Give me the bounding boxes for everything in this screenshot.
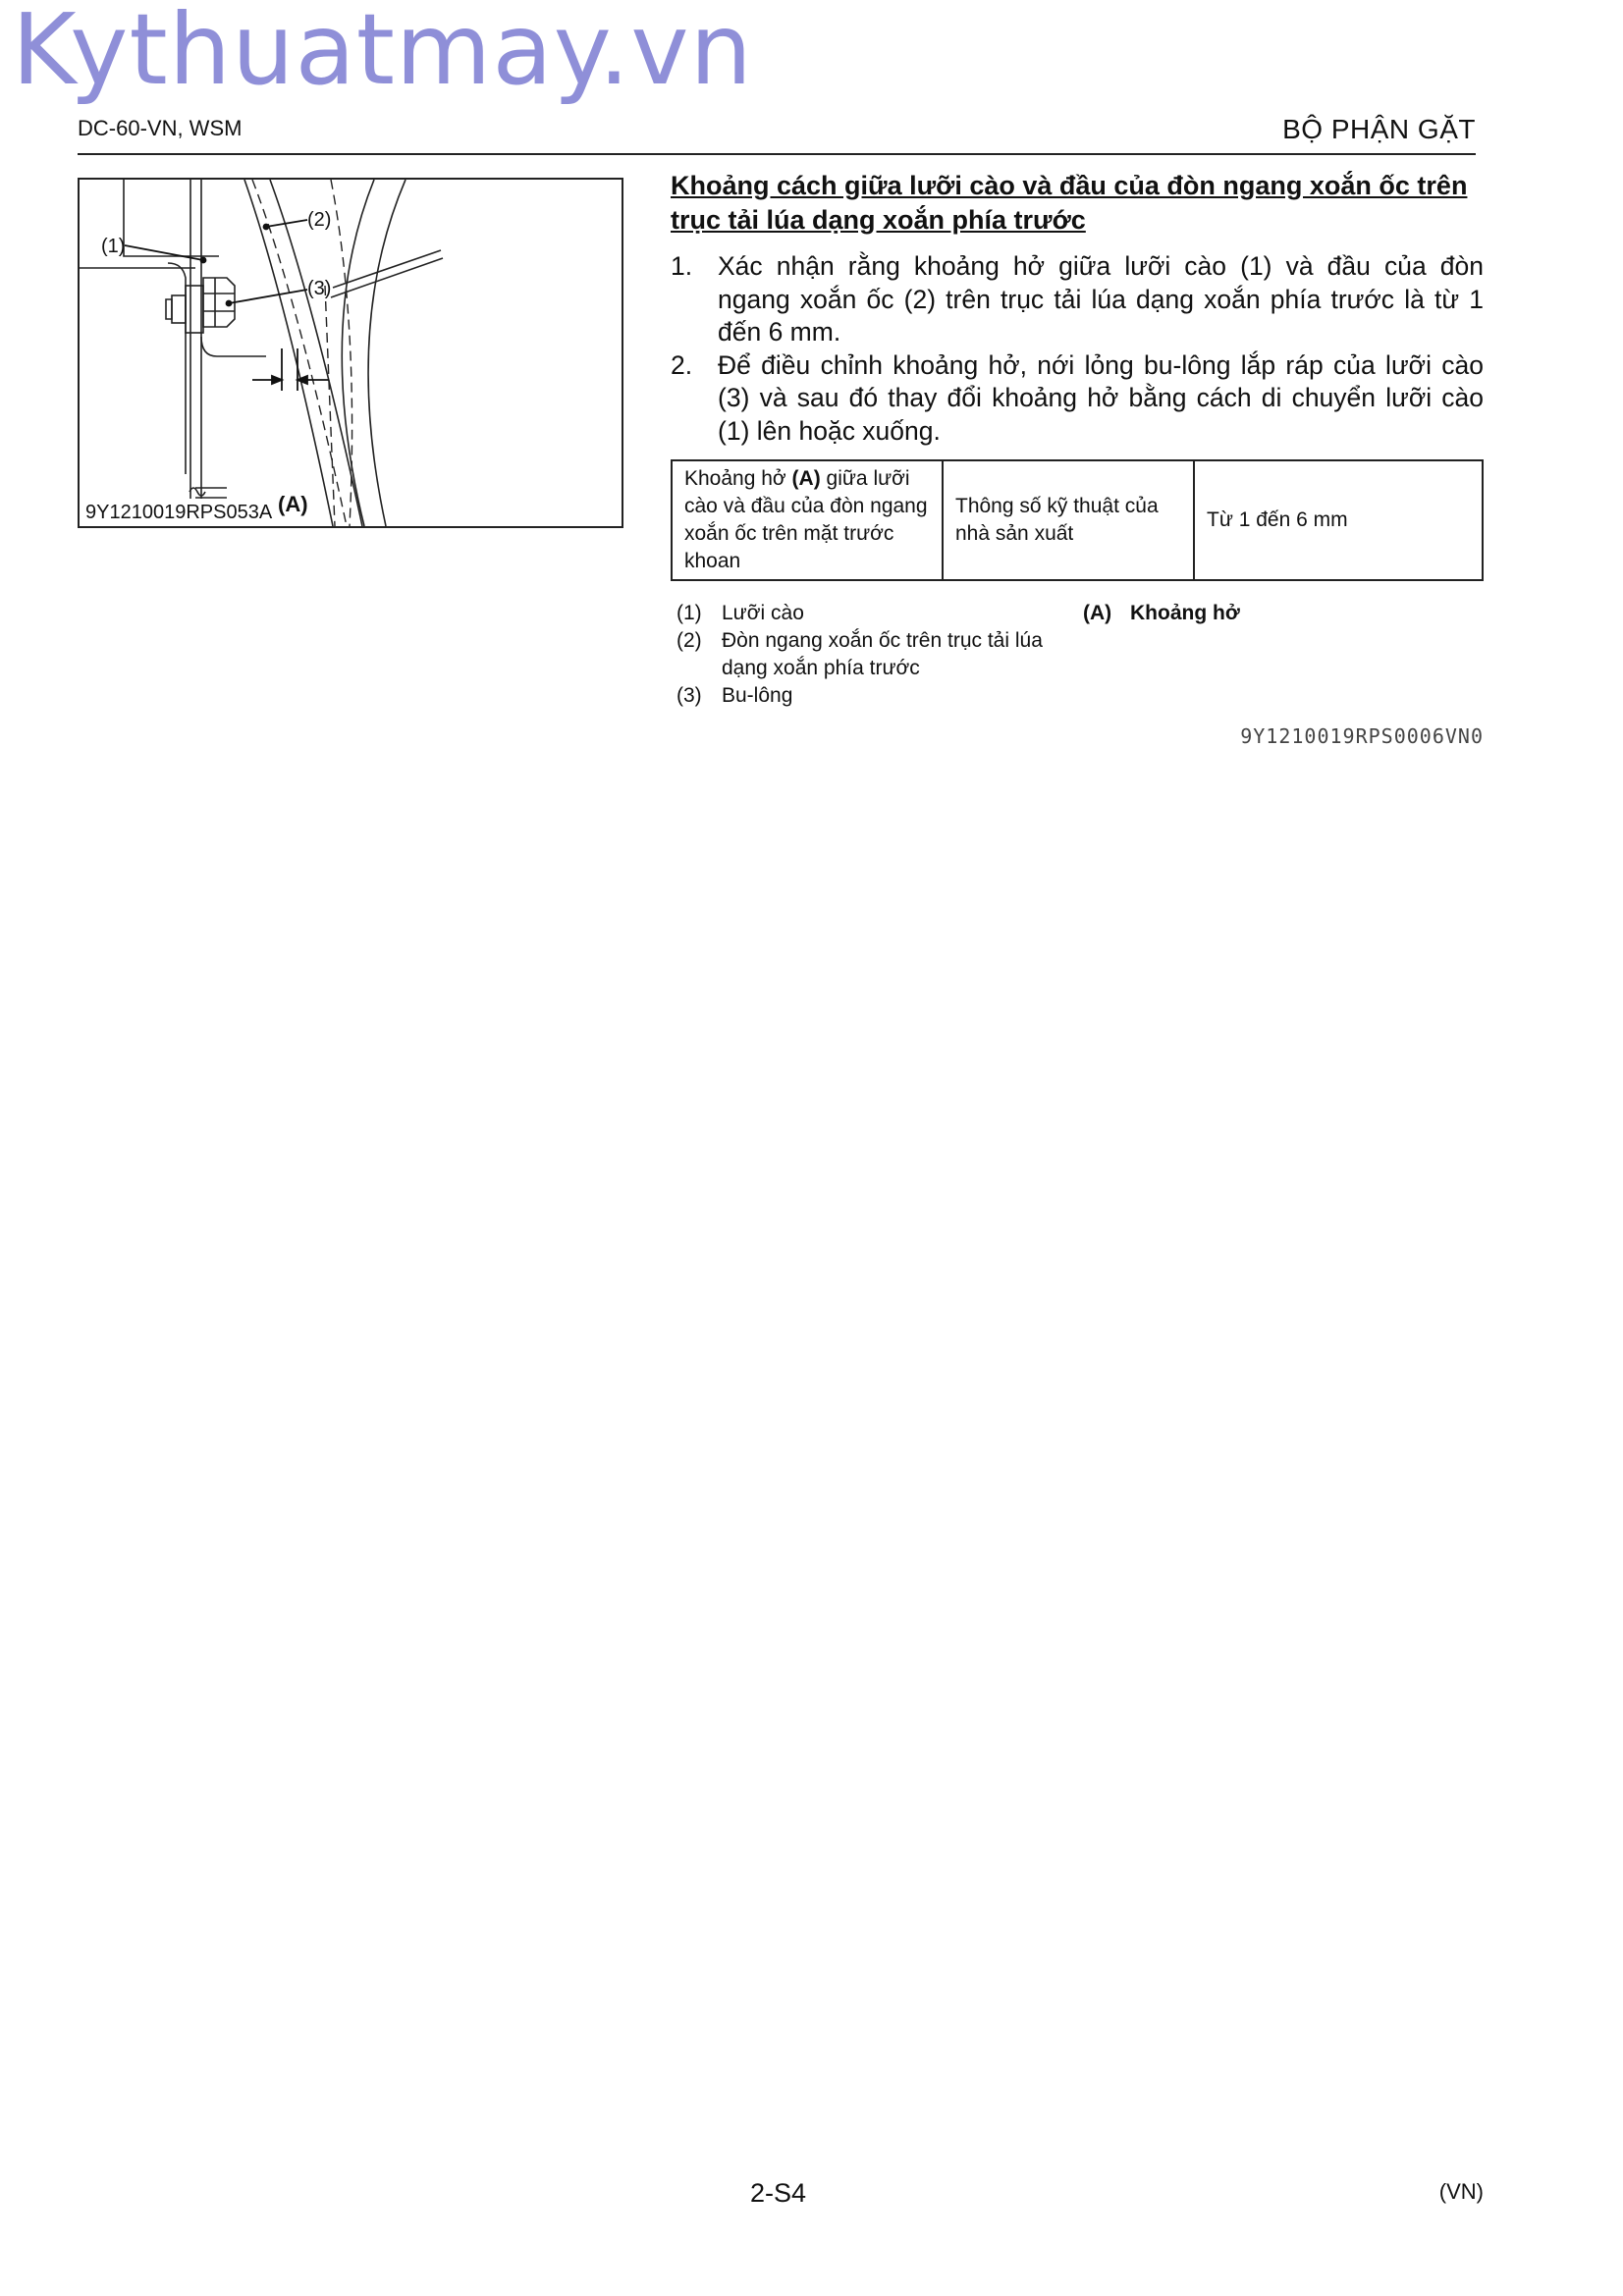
illustration-drawing <box>80 180 622 526</box>
section-title: BỘ PHẬN GẶT <box>1282 114 1476 144</box>
spec-type-cell: Thông số kỹ thuật của nhà sản xuất <box>943 460 1194 580</box>
legend-num: (3) <box>676 684 702 707</box>
legend-text: Bu-lông <box>722 684 793 707</box>
illustration-figure <box>78 178 623 528</box>
legend-num: (A) <box>1083 602 1112 624</box>
step-text: Xác nhận rằng khoảng hở giữa lưỡi cào (1) và đầu của đòn ngang xoắn ốc (2) trên trục tải lúa dạng xoắn phía trước là từ 1 đến 6 mm. <box>718 251 1484 347</box>
procedure-steps <box>671 250 1484 448</box>
spec-label-bold: (A) <box>791 467 821 491</box>
reference-code: 9Y1210019RPS0006VN0 <box>1240 724 1484 748</box>
legend-item <box>671 627 1085 682</box>
spec-row <box>672 460 1483 580</box>
callout-3: (3) <box>307 278 332 299</box>
step-item <box>671 349 1484 449</box>
spec-table <box>671 459 1484 581</box>
legend-text: Đòn ngang xoắn ốc trên trục tải lúa dạng xoắn phía trước <box>722 629 1043 679</box>
spec-value-cell: Từ 1 đến 6 mm <box>1194 460 1483 580</box>
callout-2: (2) <box>307 209 332 231</box>
doc-code: DC-60-VN, WSM <box>78 116 243 140</box>
figure-code: 9Y1210019RPS053A <box>85 502 273 523</box>
step-number: 2. <box>671 349 693 380</box>
legend-num: (1) <box>676 602 702 624</box>
watermark-logo: Kythuatmay.vn <box>12 0 753 107</box>
spec-label-cell <box>672 460 943 580</box>
language-code: (VN) <box>1438 2179 1484 2204</box>
legend-item-a <box>1083 600 1240 627</box>
step-number: 1. <box>671 251 693 282</box>
legend-text: Khoảng hở <box>1130 602 1240 624</box>
callout-a: (A) <box>278 492 308 516</box>
legend-text: Lưỡi cào <box>722 602 804 624</box>
step-text: Để điều chỉnh khoảng hở, nới lỏng bu-lông lắp ráp của lưỡi cào (3) và sau đó thay đổi khoảng hở bằng cách di chuyển lưỡi cào (1) lên hoặc xuống. <box>718 349 1484 446</box>
legend-item <box>671 600 1085 627</box>
step-item <box>671 250 1484 349</box>
legend-item <box>671 682 1085 710</box>
page-number: 2-S4 <box>750 2178 807 2208</box>
content-column <box>671 169 1484 581</box>
parts-legend <box>671 600 1484 710</box>
spec-label-pre: Khoảng hở <box>684 467 792 491</box>
header-rule <box>78 153 1476 155</box>
legend-num: (2) <box>676 629 702 652</box>
spec-label-post: giữa lưỡi cào và đầu của đòn ngang xoắn ốc trên mặt trước khoan <box>684 467 928 573</box>
callout-1: (1) <box>101 236 126 257</box>
procedure-heading: Khoảng cách giữa lưỡi cào và đầu của đòn ngang xoắn ốc trên trục tải lúa dạng xoắn phía trước <box>671 171 1468 235</box>
